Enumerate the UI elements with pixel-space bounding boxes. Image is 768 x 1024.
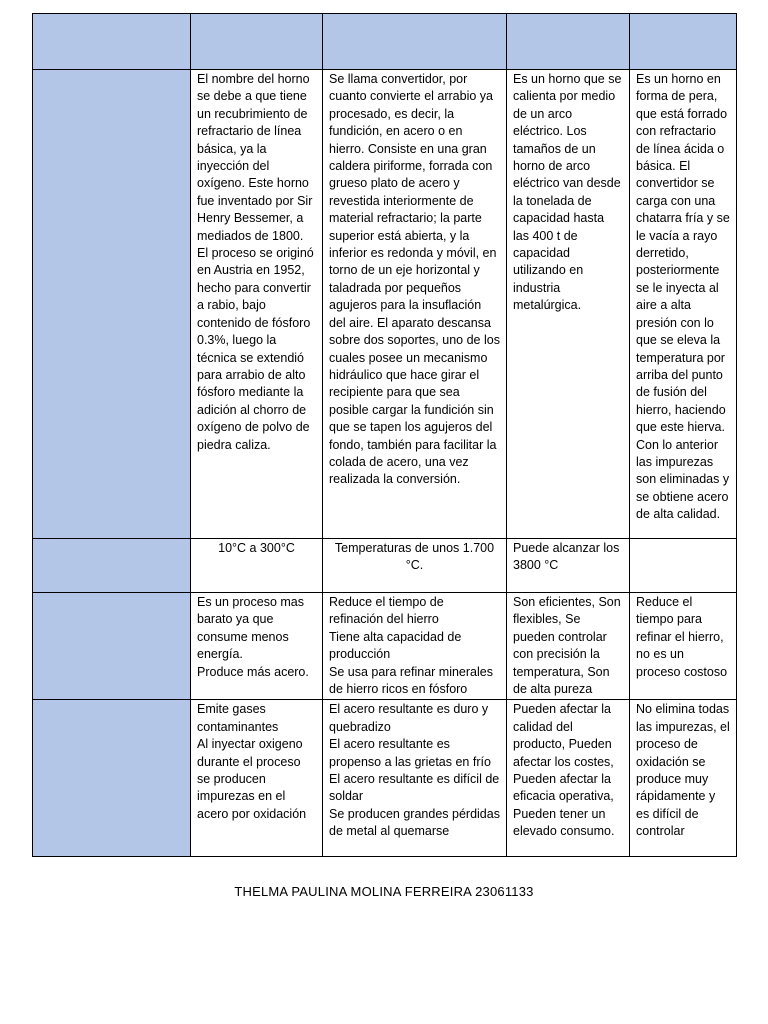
header-cell-0 xyxy=(33,14,191,70)
table-cell: Reduce el tiempo de refinación del hierro Tiene alta capacidad de producción Se usa para refinar minerales de hierro ricos en fósforo xyxy=(323,593,507,700)
header-cell-3 xyxy=(507,14,630,70)
header-row xyxy=(33,14,737,70)
description-row xyxy=(33,70,737,539)
comparison-table xyxy=(32,13,737,857)
header-cell-2 xyxy=(323,14,507,70)
advantages-row xyxy=(33,593,737,700)
disadvantages-row xyxy=(33,700,737,857)
header-cell-1 xyxy=(191,14,323,70)
table-cell: Puede alcanzar los 3800 °C xyxy=(507,539,630,593)
table-cell: Temperaturas de unos 1.700 °C. xyxy=(323,539,507,593)
table-cell: Es un proceso mas barato ya que consume menos energía. Produce más acero. xyxy=(191,593,323,700)
header-cell-4 xyxy=(630,14,737,70)
row-label-cell xyxy=(33,70,191,539)
table-cell: Son eficientes, Son flexibles, Se pueden controlar con precisión la temperatura, Son de alta pureza xyxy=(507,593,630,700)
row-label-cell xyxy=(33,593,191,700)
table-cell: Es un horno en forma de pera, que está forrado con refractario de línea ácida o básica. El convertidor se carga con una chatarra fría y se le vacía a rayo derretido, posteriormente se le inyecta al aire a alta presión con lo que se eleva la temperatura por arriba del punto de fusión del hierro, haciendo que este hierva. Con lo anterior las impurezas son eliminadas y se obtiene acero de alta calidad. xyxy=(630,70,737,539)
table-cell: El nombre del horno se debe a que tiene un recubrimiento de refractario de línea básica, ya la inyección del oxígeno. Este horno fue inventado por Sir Henry Bessemer, a mediados de 1800. El proceso se originó en Austria en 1952, hecho para convertir a rabio, bajo contenido de fósforo 0.3%, luego la técnica se extendió para arrabio de alto fósforo mediante la adición al chorro de oxígeno de polvo de piedra caliza. xyxy=(191,70,323,539)
temperature-row xyxy=(33,539,737,593)
table-cell xyxy=(630,539,737,593)
row-label-cell xyxy=(33,700,191,857)
author-footer: THELMA PAULINA MOLINA FERREIRA 23061133 xyxy=(234,884,534,899)
table-cell: Emite gases contaminantes Al inyectar oxigeno durante el proceso se producen impurezas en el acero por oxidación xyxy=(191,700,323,857)
table-cell: Es un horno que se calienta por medio de un arco eléctrico. Los tamaños de un horno de arco eléctrico van desde la tonelada de capacidad hasta las 400 t de capacidad utilizando en industria metalúrgica. xyxy=(507,70,630,539)
table-cell: El acero resultante es duro y quebradizo El acero resultante es propenso a las grietas en frío El acero resultante es difícil de soldar Se producen grandes pérdidas de metal al quemarse xyxy=(323,700,507,857)
row-label-cell xyxy=(33,539,191,593)
table-cell: Se llama convertidor, por cuanto convierte el arrabio ya procesado, es decir, la fundición, en acero o en hierro. Consiste en una gran caldera piriforme, forrada con grueso plato de acero y revestida interiormente de material refractario; la parte superior está abierta, y la inferior es redonda y móvil, en torno de un eje horizontal y taladrada por pequeños agujeros para la insuflación del aire. El aparato descansa sobre dos soportes, uno de los cuales posee un mecanismo hidráulico que hace girar el recipiente para que sea posible cargar la fundición sin que se tapen los agujeros del fondo, también para facilitar la colada de acero, una vez realizada la conversión. xyxy=(323,70,507,539)
table-cell: Reduce el tiempo para refinar el hierro, no es un proceso costoso xyxy=(630,593,737,700)
table-cell: Pueden afectar la calidad del producto, Pueden afectar los costes, Pueden afectar la eficacia operativa, Pueden tener un elevado consumo. xyxy=(507,700,630,857)
table-cell: 10°C a 300°C xyxy=(191,539,323,593)
table-cell: No elimina todas las impurezas, el proceso de oxidación se produce muy rápidamente y es difícil de controlar xyxy=(630,700,737,857)
